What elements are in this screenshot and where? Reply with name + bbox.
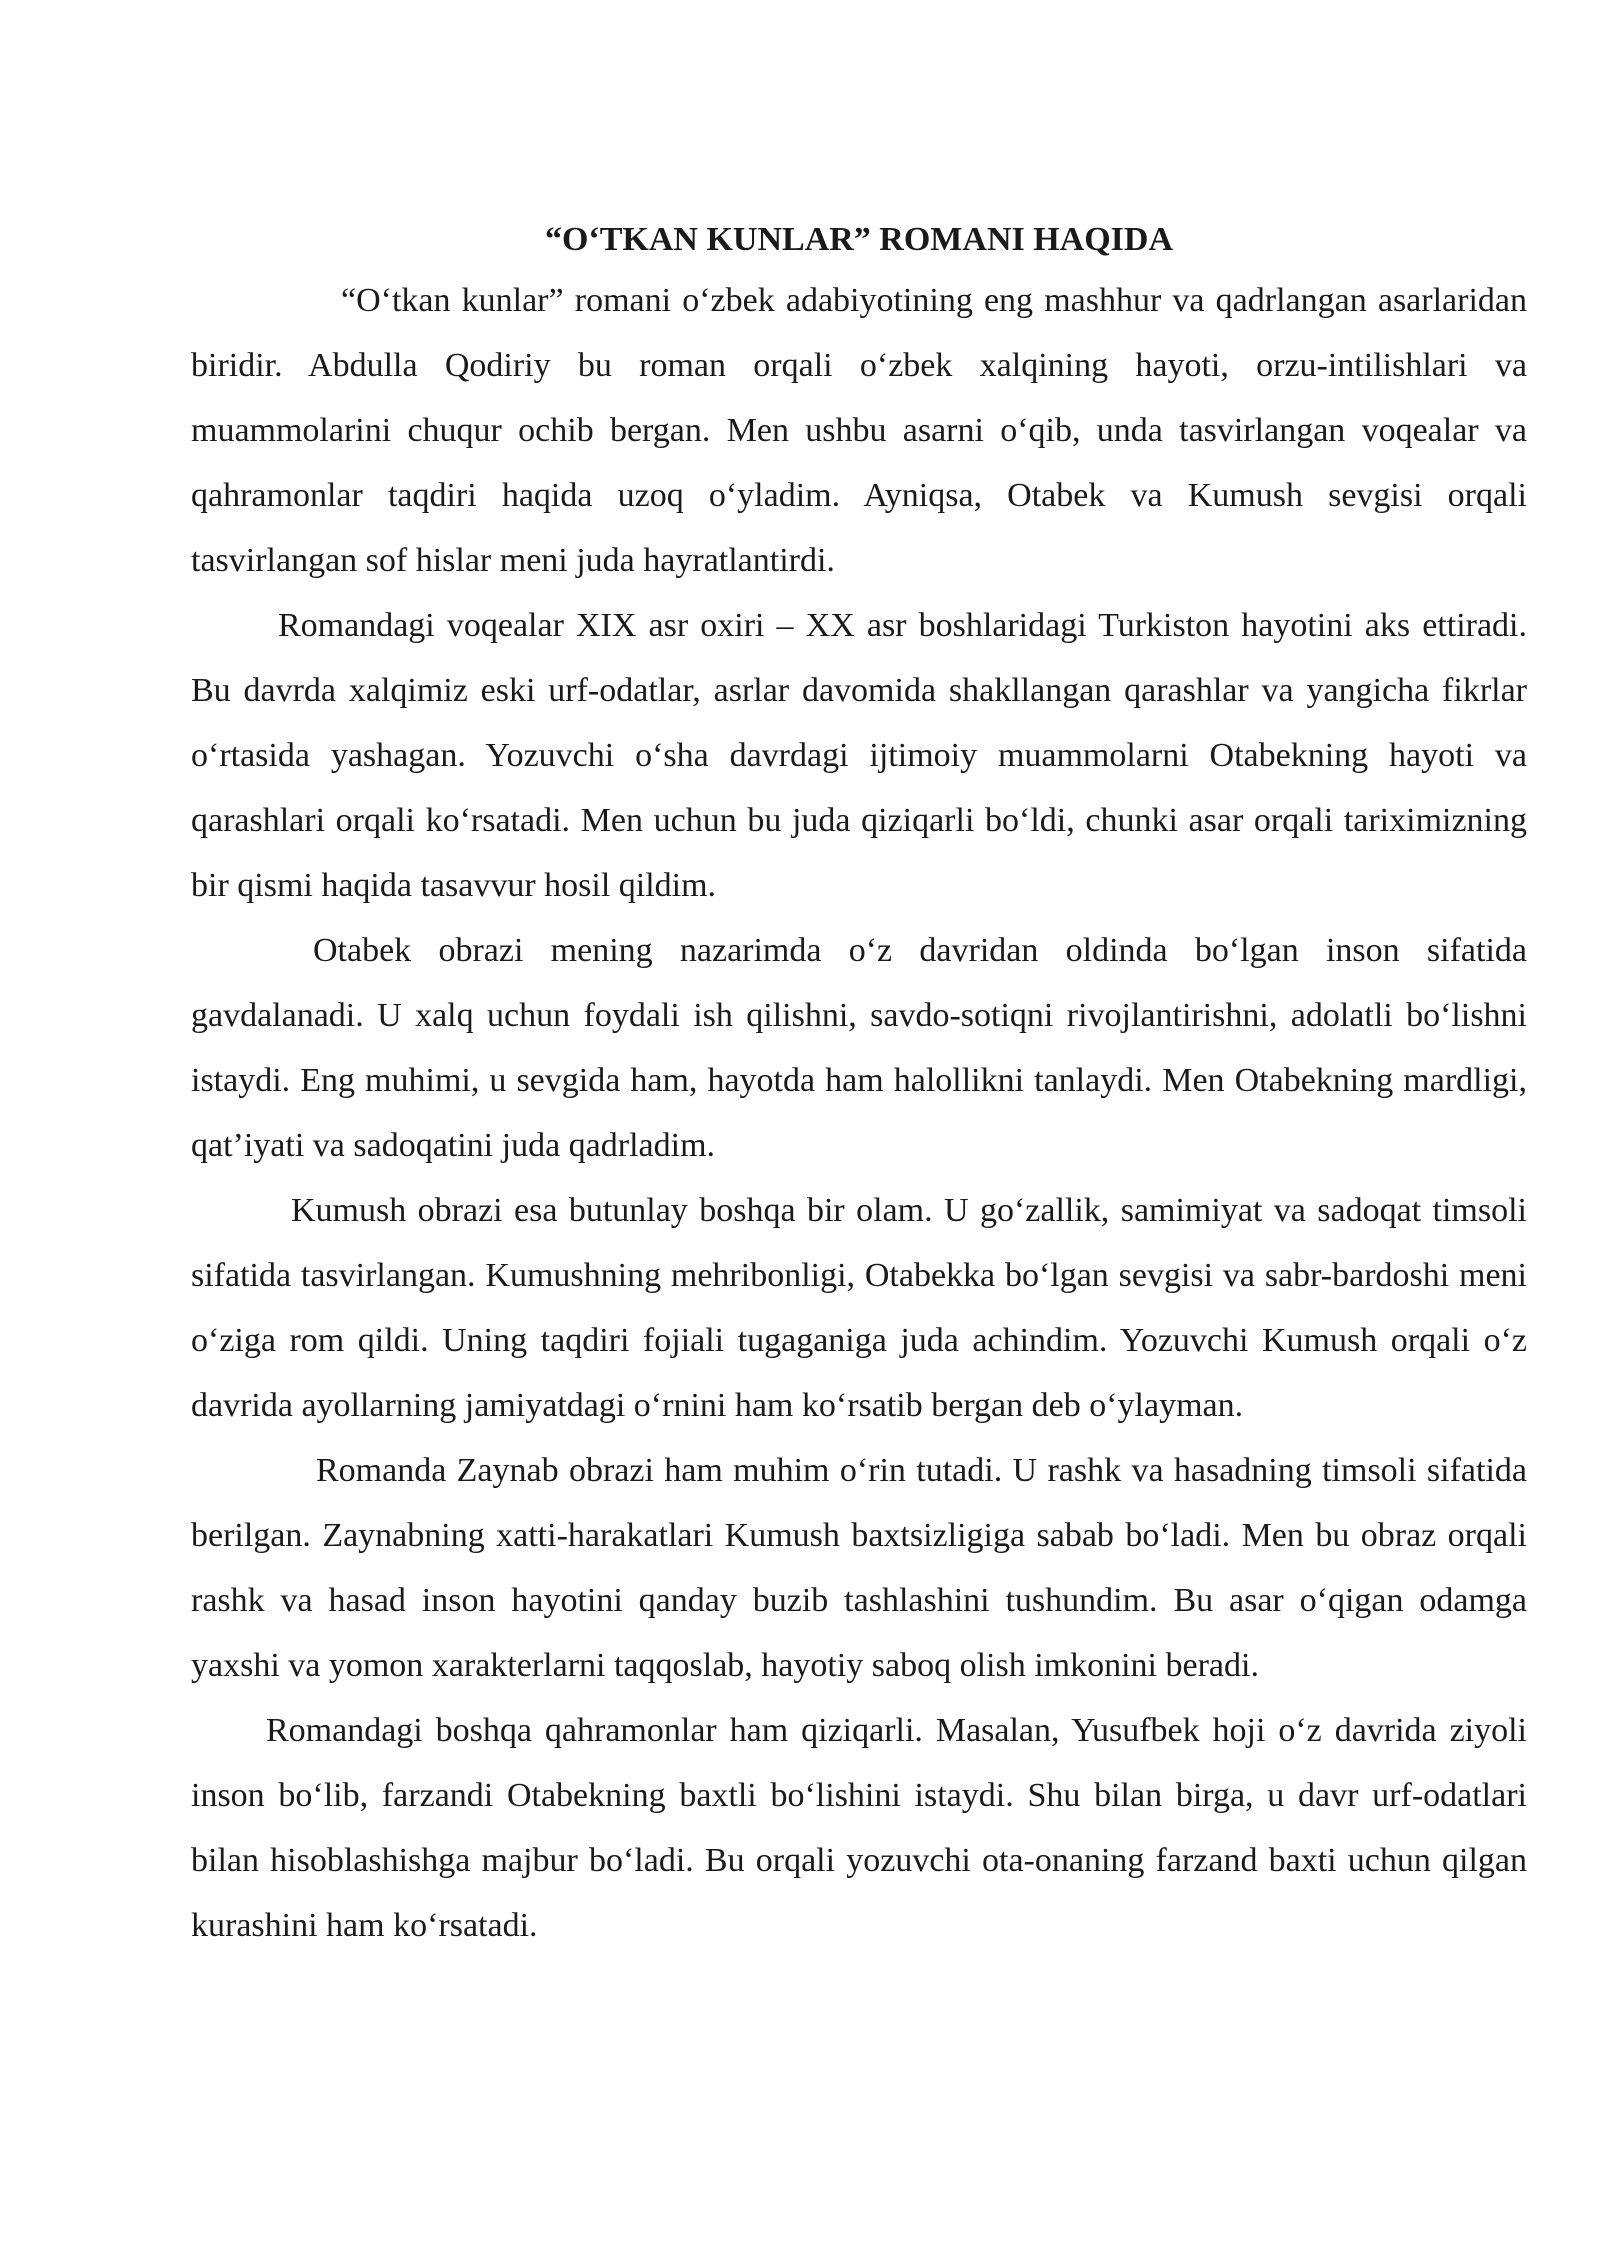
paragraph-2: Romandagi voqealar XIX asr oxiri – XX asr boshlaridagi Turkiston hayotini aks ettiradi. Bu davrda xalqimiz eski urf-odatlar, asrlar davomida shakllangan qarashlar va yangicha fikrlar o‘rtasida yashagan. Yozuvchi o‘sha davrdagi ijtimoiy muammolarni Otabekning hayoti va qarashlari orqali ko‘rsatadi. Men uchun bu juda qiziqarli bo‘ldi, chunki asar orqali tariximizning bir qismi haqida tasavvur hosil qildim.	[191, 607, 1527, 904]
paragraph-6: Romandagi boshqa qahramonlar ham qiziqarli. Masalan, Yusufbek hoji o‘z davrida ziyoli inson bo‘lib, farzandi Otabekning baxtli bo‘lishini istaydi. Shu bilan birga, u davr urf-odatlari bilan hisoblashishga majbur bo‘ladi. Bu orqali yozuvchi ota-onaning farzand baxti uchun qilgan kurashini ham ko‘rsatadi.	[191, 1712, 1527, 1944]
paragraph-1: “O‘tkan kunlar” romani o‘zbek adabiyotining eng mashhur va qadrlangan asarlaridan biridir. Abdulla Qodiriy bu roman orqali o‘zbek xalqining hayoti, orzu-intilishlari va muammolarini chuqur ochib bergan. Men ushbu asarni o‘qib, unda tasvirlangan voqealar va qahramonlar taqdiri haqida uzoq o‘yladim. Ayniqsa, Otabek va Kumush sevgisi orqali tasvirlangan sof hislar meni juda hayratlantirdi.	[191, 282, 1527, 579]
document-title: “O‘TKAN KUNLAR” ROMANI HAQIDA	[544, 221, 1174, 258]
paragraph-3: Otabek obrazi mening nazarimda o‘z davridan oldinda bo‘lgan inson sifatida gavdalanadi. U xalq uchun foydali ish qilishni, savdo-sotiqni rivojlantirishni, adolatli bo‘lishni istaydi. Eng muhimi, u sevgida ham, hayotda ham halollikni tanlaydi. Men Otabekning mardligi, qat’iyati va sadoqatini juda qadrladim.	[191, 932, 1527, 1164]
paragraph-4: Kumush obrazi esa butunlay boshqa bir olam. U go‘zallik, samimiyat va sadoqat timsoli sifatida tasvirlangan. Kumushning mehribonligi, Otabekka bo‘lgan sevgisi va sabr-bardoshi meni o‘ziga rom qildi. Uning taqdiri fojiali tugaganiga juda achindim. Yozuvchi Kumush orqali o‘z davrida ayollarning jamiyatdagi o‘rnini ham ko‘rsatib bergan deb o‘ylayman.	[191, 1192, 1527, 1424]
paragraph-5: Romanda Zaynab obrazi ham muhim o‘rin tutadi. U rashk va hasadning timsoli sifatida berilgan. Zaynabning xatti-harakatlari Kumush baxtsizligiga sabab bo‘ladi. Men bu obraz orqali rashk va hasad inson hayotini qanday buzib tashlashini tushundim. Bu asar o‘qigan odamga yaxshi va yomon xarakterlarni taqqoslab, hayotiy saboq olish imkonini beradi.	[191, 1452, 1527, 1684]
document-body	[191, 212, 1527, 1958]
